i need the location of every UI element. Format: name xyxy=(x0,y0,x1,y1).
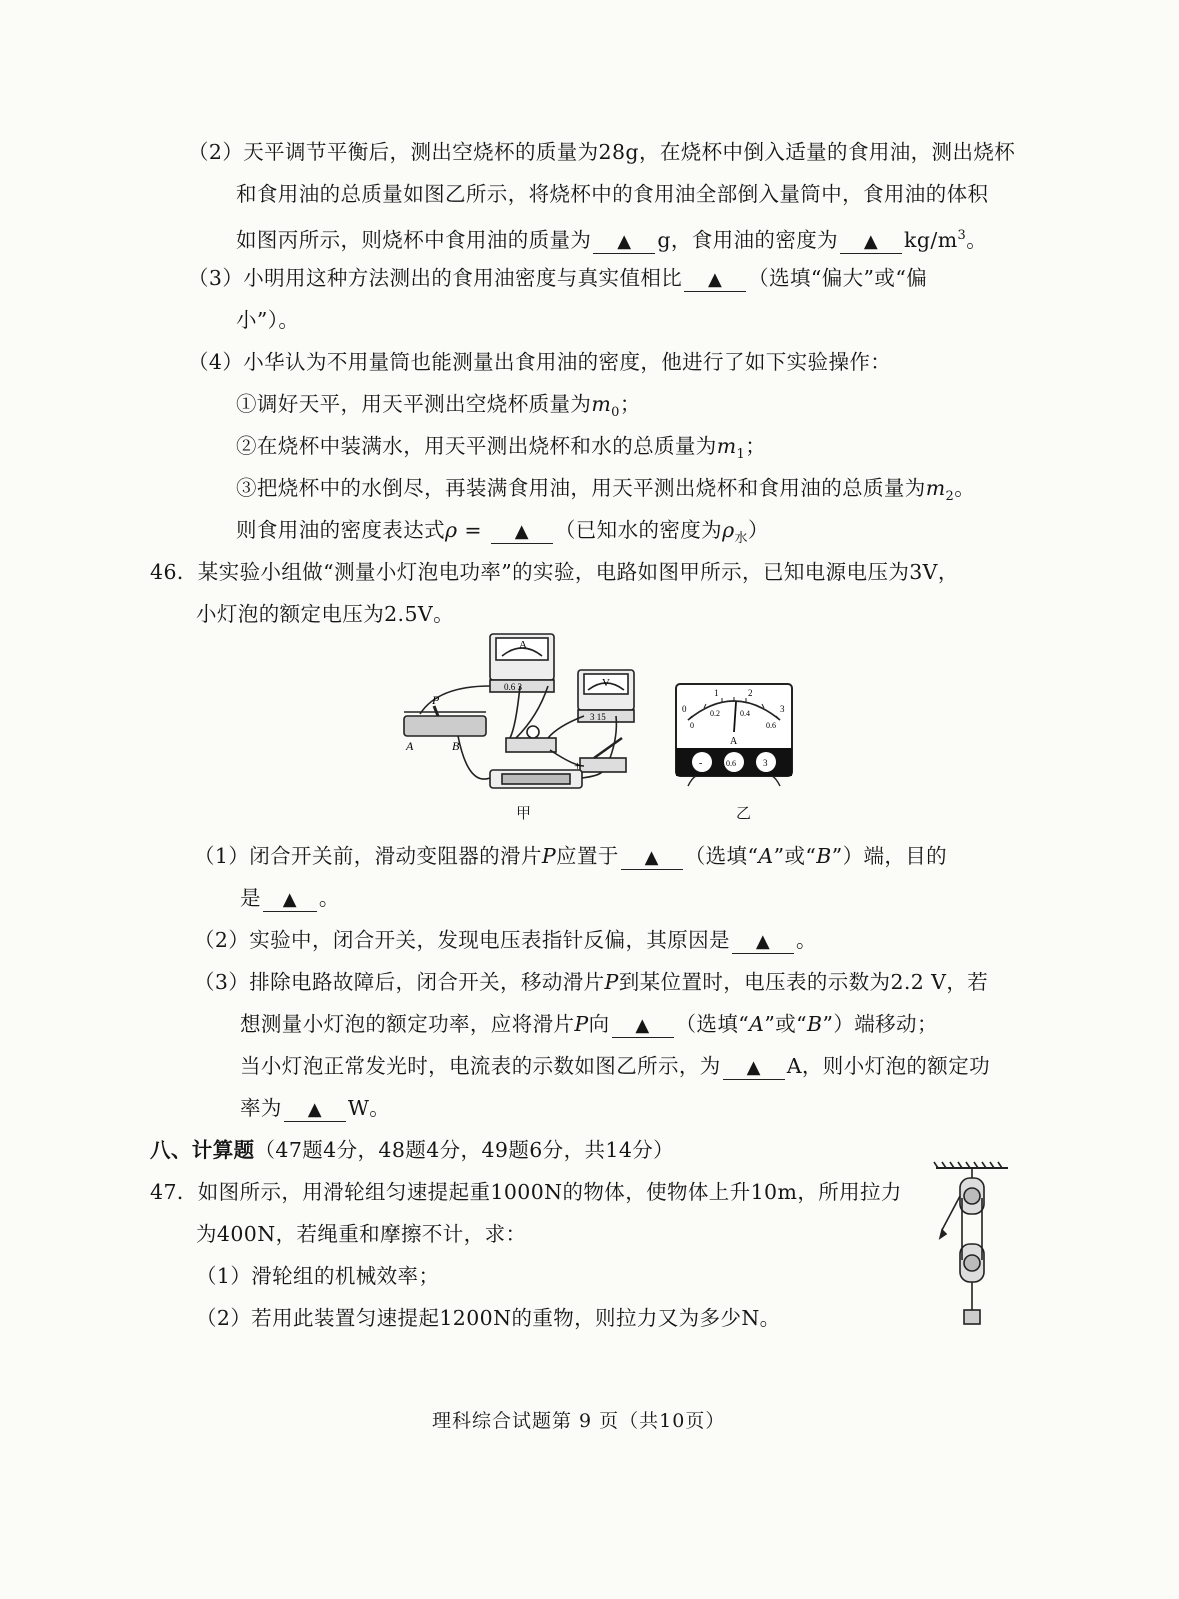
text: = xyxy=(457,518,489,542)
rho: ρ xyxy=(445,518,458,542)
scale-bottom-1: 0.2 xyxy=(710,709,720,718)
q46-p3-line3 xyxy=(240,1052,990,1080)
answer-blank[interactable]: ▲ xyxy=(732,929,794,954)
text: 是 xyxy=(240,886,261,910)
label-p: P xyxy=(432,693,440,707)
label-a: A xyxy=(406,739,414,753)
label-b: B xyxy=(452,739,460,753)
section-title: 八、计算题 xyxy=(150,1138,255,1162)
q46-p3-line2 xyxy=(240,1010,938,1038)
circuit-diagram-jia xyxy=(398,626,648,796)
q45-p2-line3 xyxy=(236,222,987,254)
answer-blank[interactable]: ▲ xyxy=(491,519,553,544)
text: （2）实验中，闭合开关，发现电压表指针反偏，其原因是 xyxy=(194,928,730,952)
unit: kg/m xyxy=(904,227,958,252)
option: B xyxy=(807,1012,823,1036)
q46-p2-line1 xyxy=(194,926,817,954)
dial-unit: A xyxy=(730,736,738,747)
text: ”或“ xyxy=(773,844,817,868)
q47-p1: （1）滑轮组的机械效率； xyxy=(196,1264,440,1288)
scale-top-3: 3 xyxy=(780,704,785,714)
answer-blank[interactable]: ▲ xyxy=(684,267,746,292)
section-8-heading xyxy=(150,1136,674,1164)
text: （3）排除电路故障后，闭合开关，移动滑片 xyxy=(194,970,605,994)
text: 。 xyxy=(318,886,340,910)
q45-p4-step2 xyxy=(236,432,766,469)
scale-top-2: 2 xyxy=(748,688,753,698)
var: m xyxy=(925,476,946,500)
var: P xyxy=(541,844,557,868)
q45-p4-step1 xyxy=(236,390,641,427)
q47-p2: （2）若用此装置匀速提起1200N的重物，则拉力又为多少N。 xyxy=(196,1306,781,1330)
fig-yi-caption: 乙 xyxy=(736,804,752,822)
text: （3）小明用这种方法测出的食用油密度与真实值相比 xyxy=(188,266,683,290)
battery-plus: + xyxy=(574,758,582,773)
scale-bottom-2: 0.4 xyxy=(740,709,750,718)
text: ； xyxy=(745,434,767,458)
text: （选填“偏大”或“偏 xyxy=(748,266,928,290)
answer-blank[interactable]: ▲ xyxy=(840,229,902,254)
q46-intro1: 46．某实验小组做“测量小灯泡电功率”的实验，电路如图甲所示，已知电源电压为3V， xyxy=(150,560,959,584)
subscript: 2 xyxy=(945,489,955,505)
q45-p4-step3 xyxy=(236,474,975,511)
text: 则食用油的密度表达式 xyxy=(236,518,445,542)
fig-jia-caption: 甲 xyxy=(516,804,532,822)
terminal-0-6: 0.6 xyxy=(726,759,736,768)
terminal-minus: - xyxy=(699,758,703,769)
text: （选填“ xyxy=(675,1012,750,1036)
text: ； xyxy=(619,392,641,416)
unit-exponent: 3 xyxy=(957,228,967,243)
text: 。 xyxy=(966,227,988,252)
q46-p1-line2 xyxy=(240,884,340,912)
var: m xyxy=(716,434,737,458)
text: 。 xyxy=(954,476,976,500)
answer-blank[interactable]: ▲ xyxy=(612,1013,674,1038)
scale-top-1: 1 xyxy=(714,688,719,698)
text: 应置于 xyxy=(556,844,619,868)
text: ②在烧杯中装满水，用天平测出烧杯和水的总质量为 xyxy=(236,434,717,458)
pulley-diagram xyxy=(928,1160,1012,1332)
terminal-3: 3 xyxy=(763,758,768,768)
voltmeter-terminals: 3 15 xyxy=(590,712,606,722)
option: A xyxy=(749,1012,765,1036)
answer-blank[interactable]: ▲ xyxy=(593,229,655,254)
subscript: 1 xyxy=(736,447,746,463)
q45-p3-line2: 小”）。 xyxy=(236,308,300,332)
q45-p2-line1: （2）天平调节平衡后，测出空烧杯的质量为28g，在烧杯中倒入适量的食用油，测出烧杯 xyxy=(188,140,1016,164)
scale-bottom-0: 0 xyxy=(690,721,694,730)
text: ①调好天平，用天平测出空烧杯质量为 xyxy=(236,392,592,416)
text: （1）闭合开关前，滑动变阻器的滑片 xyxy=(194,844,542,868)
text: W。 xyxy=(347,1096,391,1120)
page-footer: 理科综合试题第 9 页（共10页） xyxy=(432,1410,726,1432)
subscript: 水 xyxy=(734,531,748,547)
q47-line2: 为400N，若绳重和摩擦不计，求： xyxy=(196,1222,527,1246)
rho: ρ xyxy=(722,518,735,542)
answer-blank[interactable]: ▲ xyxy=(723,1055,785,1080)
text: ”或“ xyxy=(764,1012,807,1036)
q47-line1: 47．如图所示，用滑轮组匀速提起重1000N的物体，使物体上升10m，所用拉力 xyxy=(150,1180,902,1204)
ammeter-dial-yi xyxy=(674,682,794,792)
q45-p4-line1: （4）小华认为不用量筒也能测量出食用油的密度，他进行了如下实验操作： xyxy=(188,350,892,374)
q45-p4-expr xyxy=(236,516,769,553)
answer-blank[interactable]: ▲ xyxy=(284,1097,346,1122)
text: g，食用油的密度为 xyxy=(657,227,839,252)
text: （选填“ xyxy=(684,844,759,868)
text: 想测量小灯泡的额定功率，应将滑片 xyxy=(240,1012,575,1036)
text: （已知水的密度为 xyxy=(554,518,723,542)
text: ”）端移动； xyxy=(822,1012,938,1036)
text: A，则小灯泡的额定功 xyxy=(786,1054,991,1078)
scale-bottom-3: 0.6 xyxy=(766,721,776,730)
q46-p3-line1 xyxy=(194,968,988,996)
section-note: （47题4分，48题4分，49题6分，共14分） xyxy=(254,1138,675,1162)
text: ”）端，目的 xyxy=(831,844,948,868)
voltmeter-label: V xyxy=(602,677,610,689)
option: A xyxy=(758,844,774,868)
q46-p1-line1 xyxy=(194,842,947,870)
q45-p3-line1 xyxy=(188,264,927,292)
text: 。 xyxy=(795,928,817,952)
text: 到某位置时，电压表的示数为2.2 V，若 xyxy=(618,970,989,994)
option: B xyxy=(816,844,832,868)
answer-blank[interactable]: ▲ xyxy=(621,845,683,870)
scale-top-0: 0 xyxy=(682,704,687,714)
q46-intro2: 小灯泡的额定电压为2.5V。 xyxy=(196,602,455,626)
q46-p3-line4 xyxy=(240,1094,390,1122)
var: P xyxy=(604,970,619,994)
q45-p2-line2: 和食用油的总质量如图乙所示，将烧杯中的食用油全部倒入量筒中，食用油的体积 xyxy=(236,182,989,206)
var: P xyxy=(574,1012,589,1036)
answer-blank[interactable]: ▲ xyxy=(263,887,317,912)
text: ） xyxy=(747,518,769,542)
ammeter-terminals: 0.6 3 xyxy=(504,682,522,692)
text: 向 xyxy=(588,1012,610,1036)
ammeter-label: A xyxy=(519,639,527,651)
text: ③把烧杯中的水倒尽，再装满食用油，用天平测出烧杯和食用油的总质量为 xyxy=(236,476,926,500)
text: 如图丙所示，则烧杯中食用油的质量为 xyxy=(236,227,592,252)
text: 率为 xyxy=(240,1096,282,1120)
text: 当小灯泡正常发光时，电流表的示数如图乙所示，为 xyxy=(240,1054,721,1078)
var: m xyxy=(591,392,612,416)
subscript: 0 xyxy=(611,405,620,421)
